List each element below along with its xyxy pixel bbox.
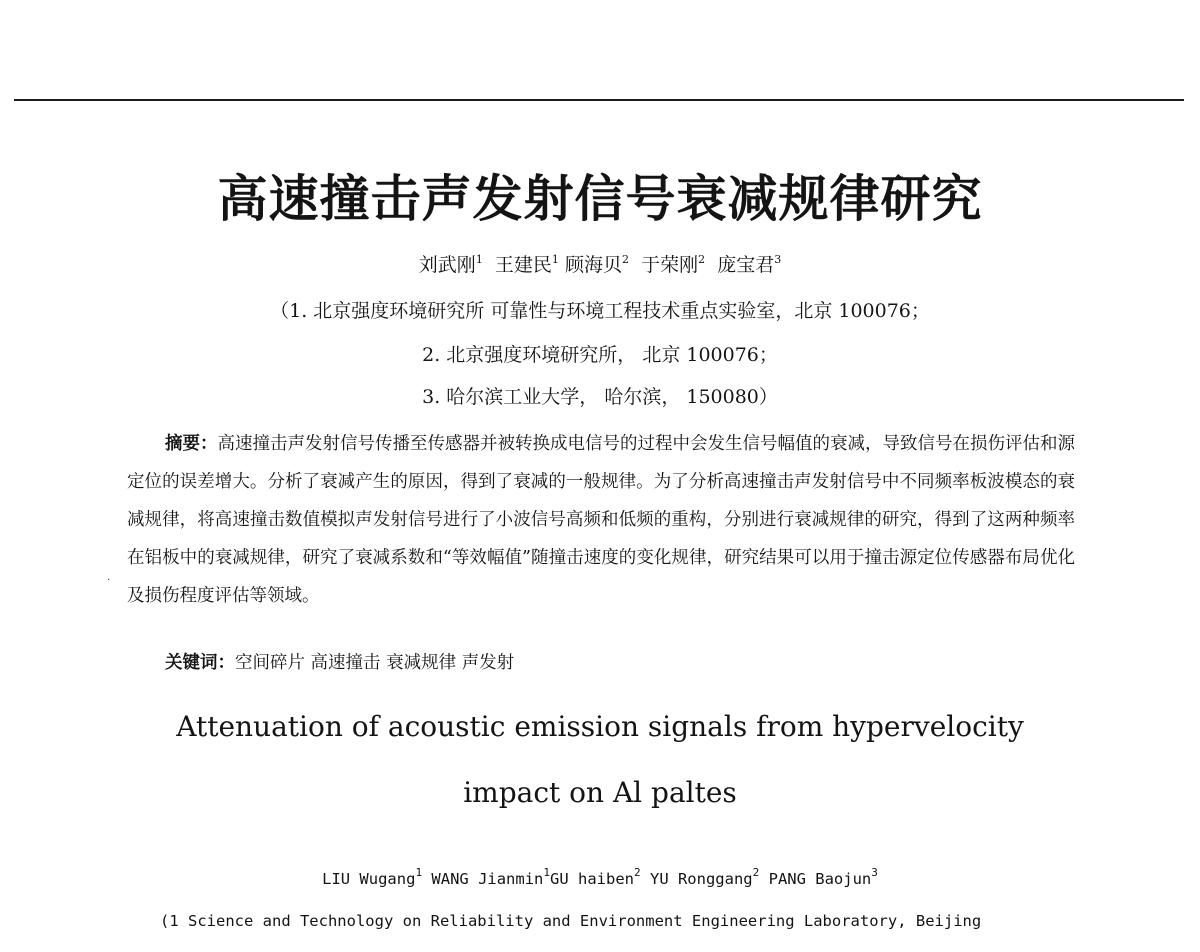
author-name: GU haiben bbox=[550, 870, 635, 888]
english-title-line-1: Attenuation of acoustic emission signals from hypervelocity bbox=[176, 710, 1024, 743]
abstract-text: 高速撞击声发射信号传播至传感器并被转换成电信号的过程中会发生信号幅值的衰减，导致信号在损伤评估和源定位的误差增大。分析了衰减产生的原因，得到了衰减的一般规律。为了分析高速撞击声发射信号中不同频率板波模态的衰减规律，将高速撞击数值模拟声发射信号进行了小波信号高频和低频的重构，分别进行衰减规律的研究，得到了这两种频率在铝板中的衰减规律，研究了衰减系数和“等效幅值”随撞击速度的变化规律，研究结果可以用于撞击源定位传感器布局优化及损伤程度评估等领域。 bbox=[127, 434, 1075, 606]
author-affiliation-number: 1 bbox=[475, 253, 483, 266]
chinese-author-list bbox=[0, 250, 1200, 280]
author-affiliation-number: 3 bbox=[774, 253, 782, 266]
chinese-affiliation-1: （1. 北京强度环境研究所 可靠性与环境工程技术重点实验室，北京 100076； bbox=[270, 300, 930, 322]
author-affiliation-number: 3 bbox=[871, 866, 878, 879]
english-affiliation-1: (1 Science and Technology on Reliability and Environment Engineering Laboratory, Beijing bbox=[160, 912, 982, 930]
author-name: LIU Wugang bbox=[322, 870, 416, 888]
author-name: 王建民 bbox=[494, 254, 552, 276]
margin-mark: · bbox=[107, 575, 111, 586]
english-title-line-2: impact on Al paltes bbox=[463, 776, 737, 809]
author-name: WANG Jianmin bbox=[431, 870, 544, 888]
chinese-keywords bbox=[165, 648, 514, 678]
author-affiliation-number: 1 bbox=[543, 866, 551, 879]
author-name: 刘武刚 bbox=[418, 254, 476, 276]
header-rule bbox=[14, 99, 1184, 101]
author-name: 于荣刚 bbox=[641, 254, 699, 276]
author-affiliation-number: 1 bbox=[415, 866, 423, 879]
author-affiliation-number: 2 bbox=[752, 866, 760, 879]
author-affiliation-number: 2 bbox=[621, 253, 629, 266]
author-name: PANG Baojun bbox=[768, 870, 872, 888]
author-name: 庞宝君 bbox=[717, 254, 775, 276]
author-affiliation-number: 2 bbox=[634, 866, 641, 879]
chinese-abstract bbox=[127, 425, 1075, 615]
keywords-label: 关键词： bbox=[165, 653, 235, 673]
chinese-affiliation-3: 3. 哈尔滨工业大学， 哈尔滨， 150080） bbox=[422, 386, 778, 408]
author-affiliation-number: 2 bbox=[698, 253, 706, 266]
keywords-text: 空间碎片 高速撞击 衰减规律 声发射 bbox=[235, 653, 515, 673]
chinese-title: 高速撞击声发射信号衰减规律研究 bbox=[217, 169, 983, 228]
author-name: YU Ronggang bbox=[649, 870, 753, 888]
author-name: 顾海贝 bbox=[564, 254, 622, 276]
english-author-list bbox=[0, 866, 1200, 892]
abstract-label: 摘要： bbox=[165, 434, 218, 454]
author-affiliation-number: 1 bbox=[551, 253, 559, 266]
chinese-affiliation-2: 2. 北京强度环境研究所， 北京 100076； bbox=[422, 344, 778, 366]
